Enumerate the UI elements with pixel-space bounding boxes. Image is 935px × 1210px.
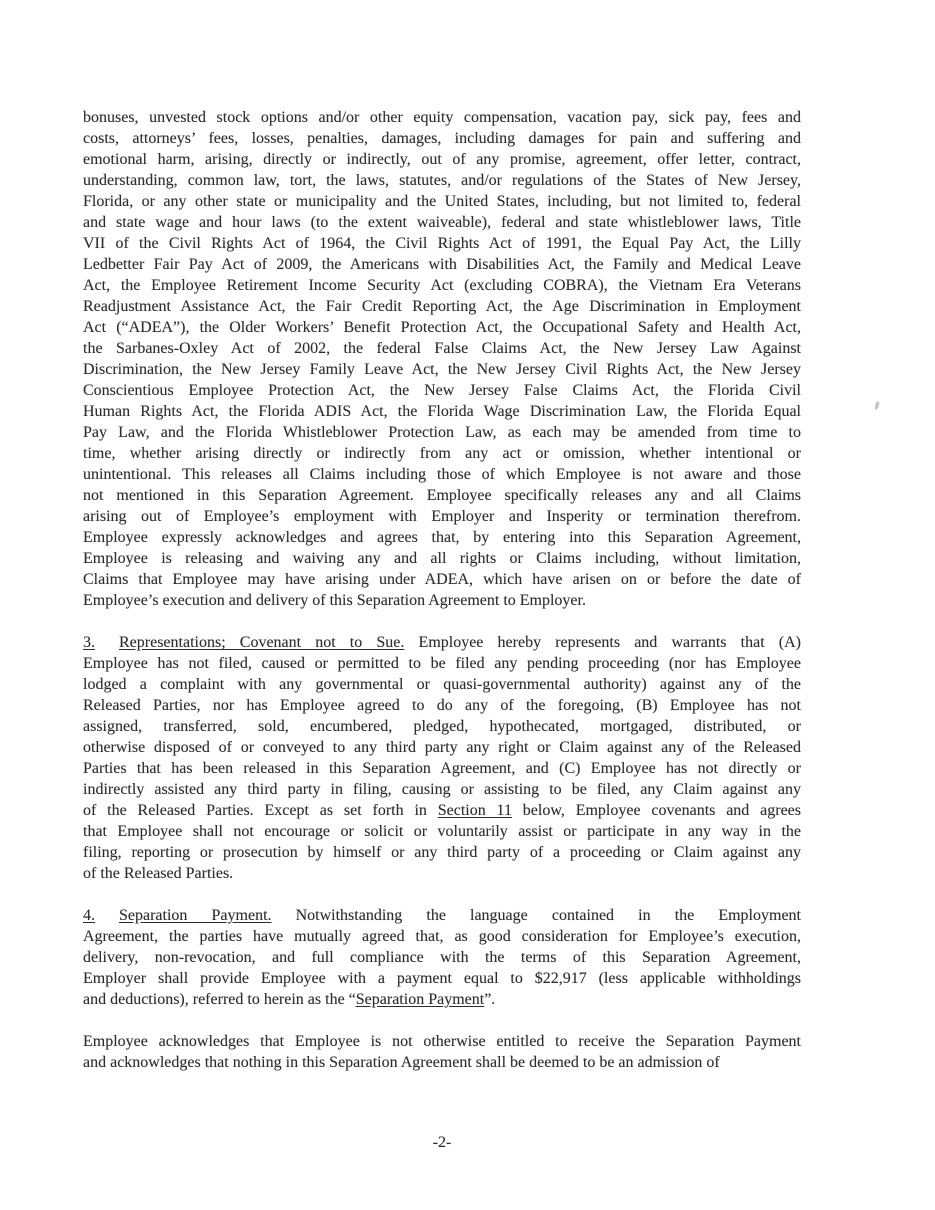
text-segment: Notwithstanding the language contained in the Employment [271,907,801,924]
page-number: -2- [432,1134,452,1151]
text-segment: Employee hereby represents and warrants that (A) [404,634,801,651]
underlined-text: Representations; Covenant not to Sue. [119,634,405,651]
document-line: and acknowledges that nothing in this Separation Agreement shall be deemed to be an admission of [83,1054,720,1071]
document-line: costs, attorneys’ fees, losses, penalties, damages, including damages for pain and suffering and [83,130,801,147]
document-line: Employee expressly acknowledges and agrees that, by entering into this Separation Agreement, [83,529,801,546]
text-segment: of the Released Parties. Except as set forth in [83,802,438,819]
document-line: Readjustment Assistance Act, the Fair Credit Reporting Act, the Age Discrimination in Employment [83,298,801,315]
document-line: and state wage and hour laws (to the extent waiveable), federal and state whistleblower laws, Title [83,214,801,231]
scan-speck [874,401,880,411]
document-line: that Employee shall not encourage or solicit or voluntarily assist or participate in any way in the [83,823,801,840]
document-line: Ledbetter Fair Pay Act of 2009, the Americans with Disabilities Act, the Family and Medical Leave [83,256,801,273]
release-of-claims-continuation [83,107,801,611]
document-line: Discrimination, the New Jersey Family Leave Act, the New Jersey Civil Rights Act, the New Jersey [83,361,801,378]
document-line: Employee’s execution and delivery of this Separation Agreement to Employer. [83,592,586,609]
underlined-text: 4. [83,907,95,924]
document-line [83,800,801,821]
document-line: otherwise disposed of or conveyed to any third party any right or Claim against any of the Released [83,739,801,756]
document-line: Florida, or any other state or municipality and the United States, including, but not limited to, federal [83,193,801,210]
document-line: the Sarbanes-Oxley Act of 2002, the federal False Claims Act, the New Jersey Law Against [83,340,801,357]
document-line: understanding, common law, tort, the laws, statutes, and/or regulations of the States of New Jersey, [83,172,801,189]
separation-payment-acknowledgement [83,1031,801,1073]
section-4-separation-payment [83,905,801,1010]
document-line [83,989,801,1010]
document-line: Conscientious Employee Protection Act, the New Jersey False Claims Act, the Florida Civil [83,382,801,399]
document-line: lodged a complaint with any governmental or quasi-governmental authority) against any of the [83,676,801,693]
document-line: emotional harm, arising, directly or indirectly, out of any promise, agreement, offer letter, contract, [83,151,801,168]
document-line: Act, the Employee Retirement Income Security Act (excluding COBRA), the Vietnam Era Veterans [83,277,801,294]
document-line: of the Released Parties. [83,865,234,882]
underlined-text: Separation Payment. [119,907,272,924]
document-line [83,905,801,926]
underlined-text: Section 11 [437,802,512,819]
document-line: filing, reporting or prosecution by himself or any third party of a proceeding or Claim against any [83,844,801,861]
document-line: arising out of Employee’s employment with Employer and Insperity or termination therefrom. [83,508,801,525]
document-line: VII of the Civil Rights Act of 1964, the Civil Rights Act of 1991, the Equal Pay Act, the Lilly [83,235,801,252]
document-line: unintentional. This releases all Claims including those of which Employee is not aware and those [83,466,801,483]
document-line: Employee acknowledges that Employee is not otherwise entitled to receive the Separation Payment [83,1033,801,1050]
document-line: Employee is releasing and waiving any and all rights or Claims including, without limitation, [83,550,801,567]
section-3-representations-covenant-not-to-sue [83,632,801,884]
underlined-text: Separation Payment [355,991,485,1008]
document-line: Employer shall provide Employee with a payment equal to $22,917 (less applicable withholdings [83,970,801,987]
text-segment: ”. [484,991,496,1008]
document-line: Pay Law, and the Florida Whistleblower Protection Law, as each may be amended from time to [83,424,801,441]
document-line: Claims that Employee may have arising under ADEA, which have arisen on or before the date of [83,571,801,588]
document-line: not mentioned in this Separation Agreement. Employee specifically releases any and all Claims [83,487,801,504]
text-segment: below, Employee covenants and agrees [511,802,801,819]
document-line: delivery, non-revocation, and full compliance with the terms of this Separation Agreement, [83,949,801,966]
document-line: assigned, transferred, sold, encumbered, pledged, hypothecated, mortgaged, distributed, or [83,718,801,735]
text-segment: and deductions), referred to herein as the “ [83,991,356,1008]
document-line: bonuses, unvested stock options and/or other equity compensation, vacation pay, sick pay, fees and [83,109,801,126]
document-line [83,632,801,653]
document-line: Released Parties, nor has Employee agreed to do any of the foregoing, (B) Employee has not [83,697,801,714]
document-line: Employee has not filed, caused or permitted to be filed any pending proceeding (nor has Employee [83,655,801,672]
underlined-text: 3. [83,634,95,651]
document-line: Act (“ADEA”), the Older Workers’ Benefit Protection Act, the Occupational Safety and Health Act, [83,319,801,336]
document-line: Agreement, the parties have mutually agreed that, as good consideration for Employee’s execution, [83,928,801,945]
document-body [83,107,801,1094]
document-line: time, whether arising directly or indirectly from any act or omission, whether intentional or [83,445,801,462]
document-line: indirectly assisted any third party in filing, causing or assisting to be filed, any Claim against any [83,781,801,798]
document-line: Human Rights Act, the Florida ADIS Act, the Florida Wage Discrimination Law, the Florida Equal [83,403,801,420]
document-line: Parties that has been released in this Separation Agreement, and (C) Employee has not directly or [83,760,801,777]
